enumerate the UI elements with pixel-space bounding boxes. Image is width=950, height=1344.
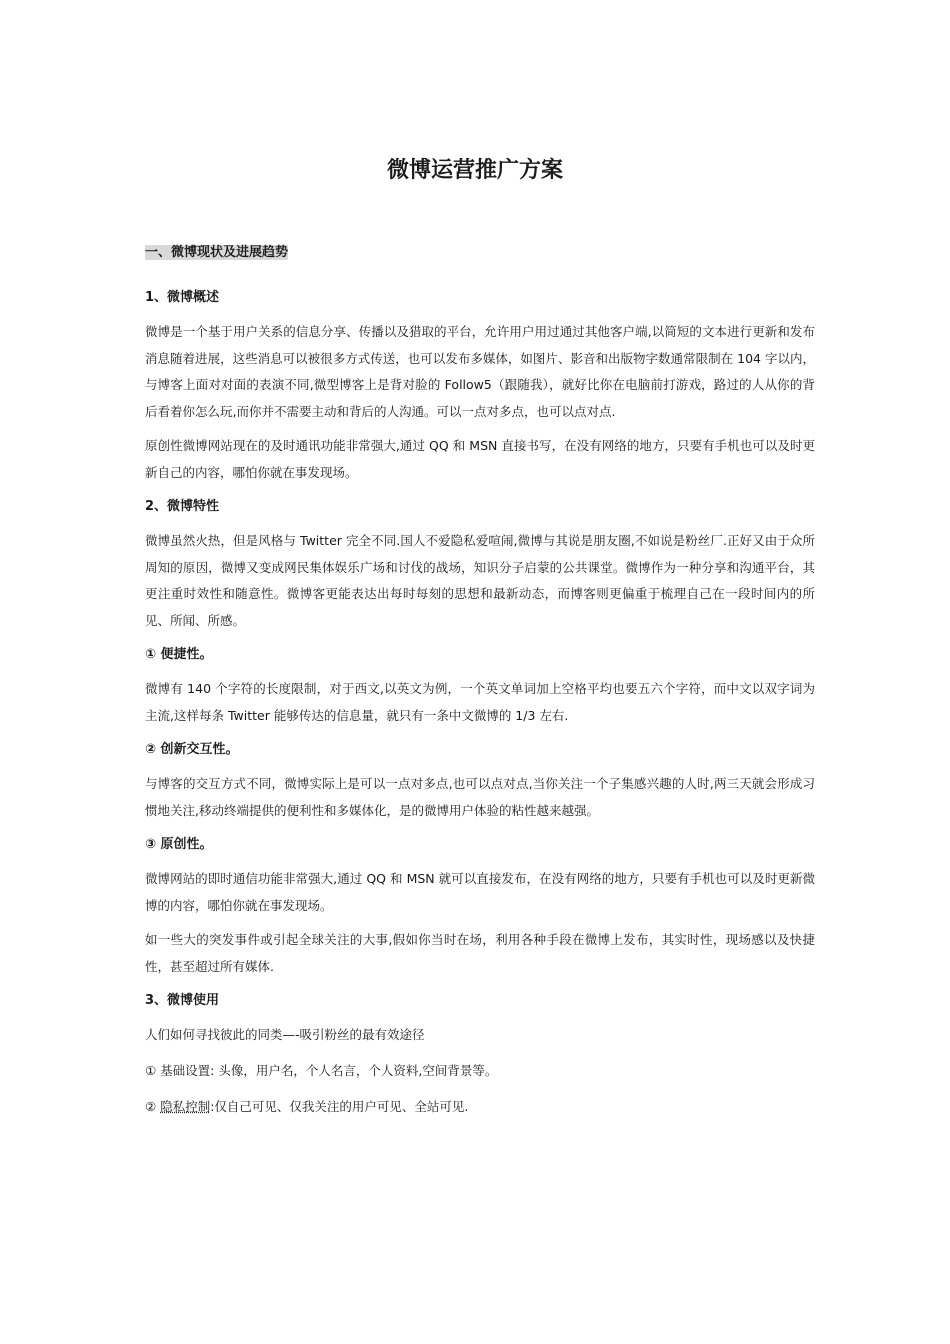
paragraph: 微博虽然火热，但是风格与 Twitter 完全不同.国人不爱隐私爱喧闹,微博与其说是朋友圈,不如说是粉丝厂.正好又由于众所周知的原因，微博又变成网民集体娱乐广场和讨伐的战场，知识分子启蒙的公共课堂。微博作为一种分享和沟通平台，其更注重时效性和随意性。微博客更能表达出每时每刻的思想和最新动态，而博客则更偏重于梳理自己在一段时间内的所见、所闻、所感。 [145, 533, 815, 628]
feature-heading-originality: ③ 原创性。 [145, 837, 213, 852]
feature-heading-convenience: ① 便捷性。 [145, 647, 213, 662]
usage-intro: 人们如何寻找彼此的同类—-吸引粉丝的最有效途径 [145, 1027, 425, 1042]
paragraph: 如一些大的突发事件或引起全球关注的大事,假如你当时在场，利用各种手段在微博上发布，其实时性，现场感以及快捷性，甚至超过所有媒体. [145, 932, 815, 974]
subsection-heading-usage: 3、微博使用 [145, 993, 220, 1008]
paragraph: 原创性微博网站现在的及时通讯功能非常强大,通过 QQ 和 MSN 直接书写，在没有网络的地方，只要有手机也可以及时更新自己的内容，哪怕你就在事发现场。 [145, 438, 815, 480]
list-item-text: :仅自己可见、仅我关注的用户可见、全站可见. [210, 1099, 469, 1114]
section-heading-text: 一、微博现状及进展趋势 [145, 245, 289, 260]
list-item-prefix: ① 基础设置: [145, 1063, 215, 1078]
section-heading [145, 240, 815, 266]
feature-heading-interactivity: ② 创新交互性。 [145, 742, 239, 757]
subsection-heading-overview: 1、微博概述 [145, 290, 220, 305]
list-item-underlined-term: 隐私控制 [160, 1099, 211, 1114]
document-body [145, 240, 815, 1130]
paragraph: 微博是一个基于用户关系的信息分享、传播以及猎取的平台，允许用户用过通过其他客户端,以简短的文本进行更新和发布消息随着进展，这些消息可以被很多方式传送，也可以发布多媒体，如图片、影音和出版物字数通常限制在 104 字以内，与博客上面对对面的表演不同,微型博客上是背对脸的 Follow5（跟随我），就好比你在电脑前打游戏，路过的人从你的背后看着你怎么玩,而你并不需要主动和背后的人沟通。可以一点对多点，也可以点对点. [145, 324, 815, 419]
list-item-prefix: ② [145, 1099, 161, 1114]
list-item-basic-settings [145, 1058, 815, 1084]
list-item-privacy-control [145, 1094, 815, 1120]
list-item-text: 头像，用户名，个人名言，个人资料,空间背景等。 [214, 1063, 498, 1078]
paragraph: 与博客的交互方式不同，微博实际上是可以一点对多点,也可以点对点,当你关注一个子集感兴趣的人时,两三天就会形成习惯地关注,移动终端提供的便利性和多媒体化，是的微博用户体验的粘性越来越强。 [145, 776, 815, 818]
paragraph: 微博有 140 个字符的长度限制，对于西文,以英文为例，一个英文单词加上空格平均也要五六个字符，而中文以双字词为主流,这样每条 Twitter 能够传达的信息量，就只有一条中文微博的 1/3 左右. [145, 681, 815, 723]
paragraph: 微博网站的即时通信功能非常强大,通过 QQ 和 MSN 就可以直接发布，在没有网络的地方，只要有手机也可以及时更新微博的内容，哪怕你就在事发现场。 [145, 871, 815, 913]
subsection-heading-features: 2、微博特性 [145, 499, 220, 514]
document-title: 微博运营推广方案 [386, 158, 563, 183]
